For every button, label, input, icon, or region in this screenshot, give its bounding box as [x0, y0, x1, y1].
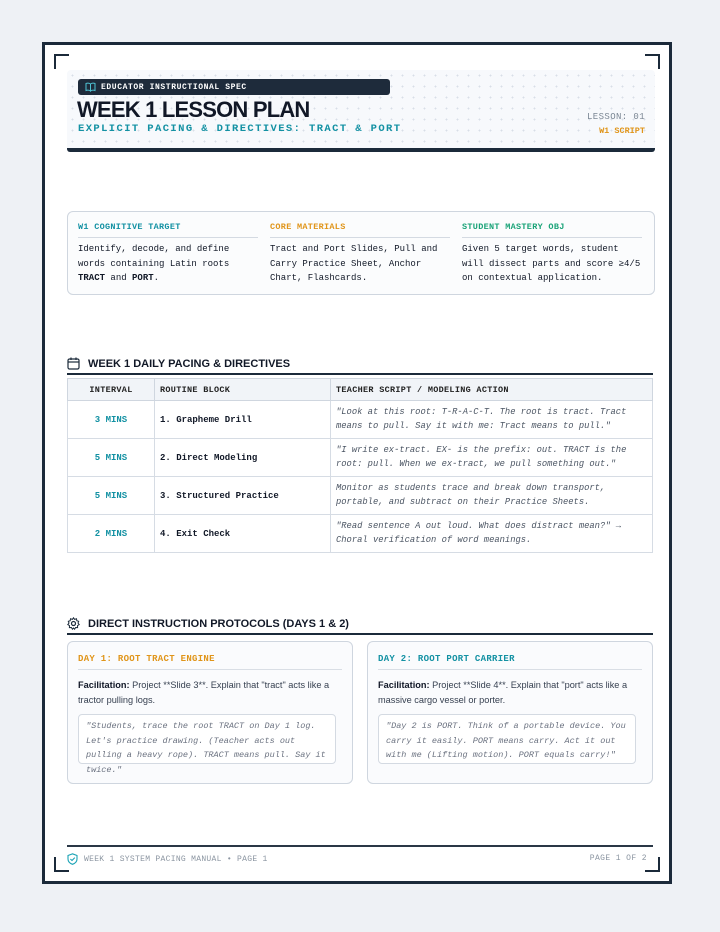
day-1-protocol [67, 641, 353, 784]
section-divider [67, 633, 653, 635]
badge-label: EDUCATOR INSTRUCTIONAL SPEC [101, 82, 247, 92]
pacing-section-title: WEEK 1 DAILY PACING & DIRECTIVES [67, 357, 290, 370]
interval-cell: 2 MINS [68, 515, 155, 553]
lesson-number: LESSON: 01 [586, 112, 645, 122]
pacing-table [67, 378, 653, 553]
routine-cell: 1. Grapheme Drill [155, 401, 331, 439]
objectives-panel [67, 211, 655, 295]
protocol-heading: DAY 2: ROOT PORT CARRIER [378, 654, 642, 670]
routine-cell: 4. Exit Check [155, 515, 331, 553]
table-row [68, 439, 653, 477]
core-materials [270, 222, 450, 286]
corner-mark [54, 54, 69, 69]
script-cell: Monitor as students trace and break down transport, portable, and subtract on their Practice Sheets. [331, 477, 653, 515]
footer-divider [67, 845, 653, 847]
protocol-facilitation: Facilitation: Project **Slide 4**. Explain that "port" acts like a massive cargo vessel or porter. [378, 680, 628, 705]
protocol-script-quote: "Day 2 is PORT. Think of a portable device. You carry it easily. PORT means carry. Act it out with me (Lifting motion). PORT equals carry!" [378, 714, 636, 764]
script-cell: "Read sentence A out loud. What does distract mean?" → Choral verification of word meanings. [331, 515, 653, 553]
interval-cell: 3 MINS [68, 401, 155, 439]
column-header: ROUTINE BLOCK [155, 379, 331, 401]
card-text: Identify, decode, and define words containing Latin roots TRACT and PORT. [78, 244, 230, 283]
shield-check-icon [67, 853, 78, 865]
corner-mark [645, 857, 660, 872]
card-heading: STUDENT MASTERY OBJ [462, 222, 642, 238]
spec-badge [78, 79, 390, 95]
table-row [68, 515, 653, 553]
card-heading: CORE MATERIALS [270, 222, 450, 238]
card-text: Tract and Port Slides, Pull and Carry Practice Sheet, Anchor Chart, Flashcards. [270, 244, 438, 283]
mastery-objective [462, 222, 642, 286]
gear-icon [67, 617, 80, 630]
document-page [42, 42, 672, 884]
calendar-icon [67, 357, 80, 370]
protocols-section-title: DIRECT INSTRUCTION PROTOCOLS (DAYS 1 & 2) [67, 617, 349, 630]
column-header: TEACHER SCRIPT / MODELING ACTION [331, 379, 653, 401]
table-row [68, 401, 653, 439]
corner-mark [645, 54, 660, 69]
day-2-protocol [367, 641, 653, 784]
column-header: INTERVAL [68, 379, 155, 401]
protocol-script-quote: "Students, trace the root TRACT on Day 1 log. Let's practice drawing. (Teacher acts out pulling a heavy rope). TRACT means pull. Say it twice." [78, 714, 336, 764]
interval-cell: 5 MINS [68, 477, 155, 515]
script-cell: "Look at this root: T-R-A-C-T. The root is tract. Tract means to pull. Say it with me: Tract means to pull." [331, 401, 653, 439]
card-text: Given 5 target words, student will dissect parts and score ≥4/5 on contextual application. [462, 244, 641, 283]
protocol-facilitation: Facilitation: Project **Slide 3**. Explain that "tract" acts like a tractor pulling logs. [78, 680, 330, 705]
script-label: W1 SCRIPT [599, 126, 645, 136]
table-header-row [68, 379, 653, 401]
footer-left: WEEK 1 SYSTEM PACING MANUAL • PAGE 1 [67, 853, 268, 865]
card-heading: W1 COGNITIVE TARGET [78, 222, 258, 238]
section-divider [67, 373, 653, 375]
book-icon [85, 82, 96, 92]
page-header [67, 70, 655, 152]
page-title: WEEK 1 LESSON PLAN [77, 97, 310, 122]
routine-cell: 2. Direct Modeling [155, 439, 331, 477]
cognitive-target [78, 222, 258, 286]
interval-cell: 5 MINS [68, 439, 155, 477]
page-subtitle: EXPLICIT PACING & DIRECTIVES: TRACT & PORT [78, 123, 402, 135]
script-cell: "I write ex-tract. EX- is the prefix: out. TRACT is the root: pull. When we ex-tract, we pull something out." [331, 439, 653, 477]
page-counter: PAGE 1 OF 2 [589, 854, 647, 863]
table-row [68, 477, 653, 515]
protocol-heading: DAY 1: ROOT TRACT ENGINE [78, 654, 342, 670]
routine-cell: 3. Structured Practice [155, 477, 331, 515]
